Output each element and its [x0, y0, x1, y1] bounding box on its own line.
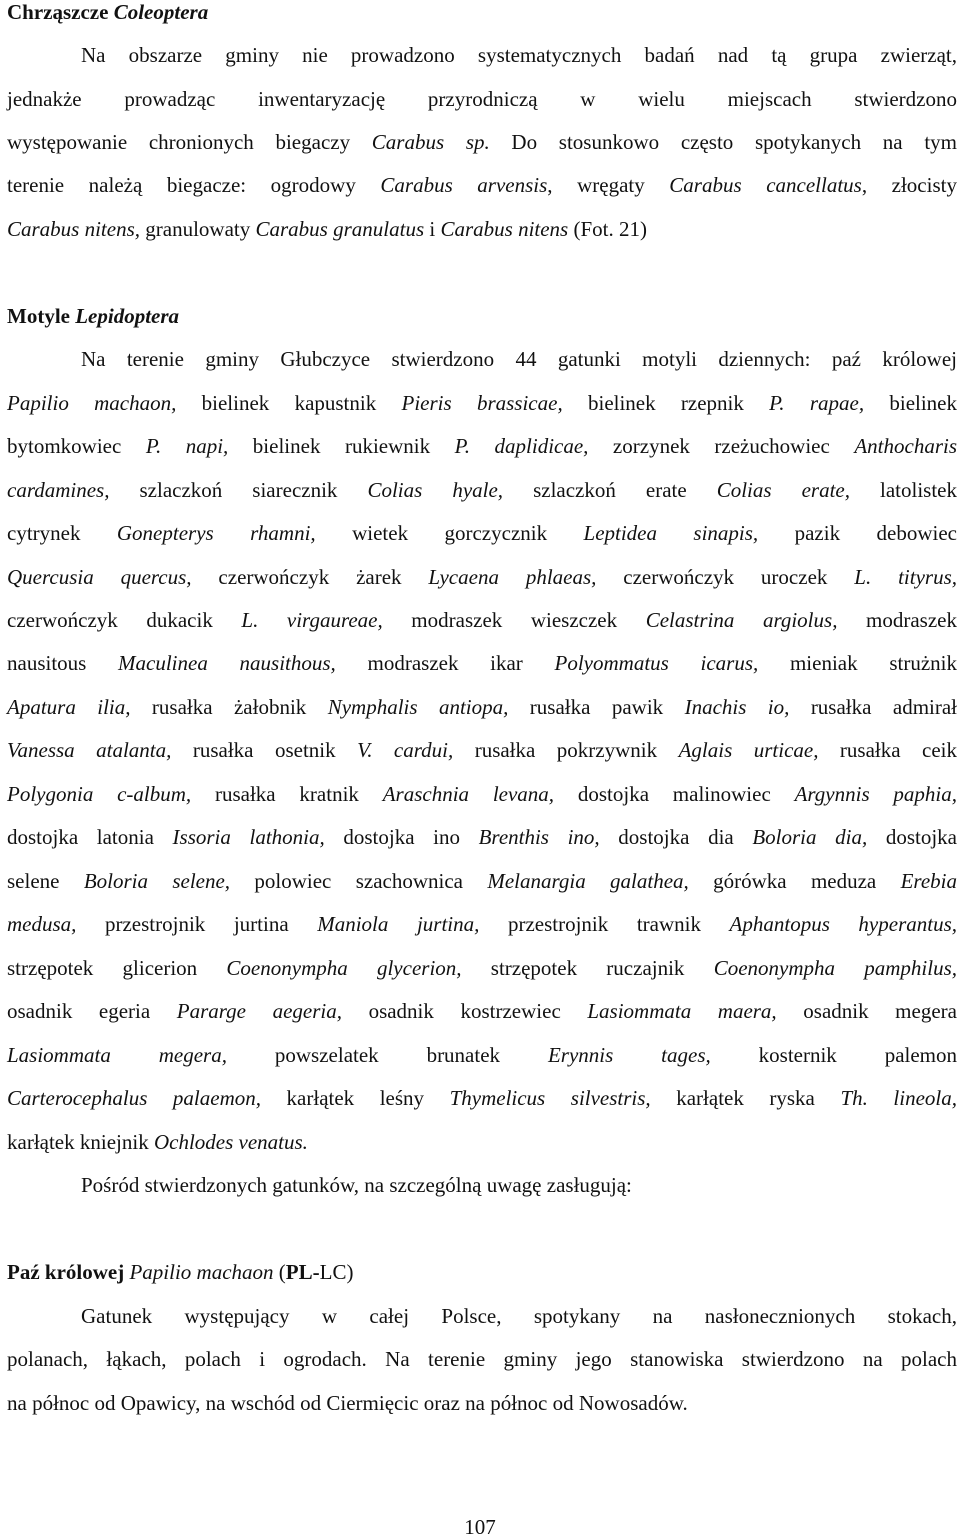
text-run: szlaczkoń erate	[503, 478, 717, 502]
text-run: latolistek	[850, 478, 958, 502]
latin-name: Carabus sp.	[371, 130, 490, 154]
text-run: szlaczkoń siarecznik	[109, 478, 368, 502]
text-run: strzępotek ruczajnik	[461, 956, 714, 980]
text-run: modraszek ikar	[335, 651, 555, 675]
paragraph-line	[7, 868, 957, 894]
paragraph-line	[7, 911, 957, 937]
latin-name: Lasiommata maera,	[587, 999, 777, 1023]
text-run: czerwończyk uroczek	[596, 565, 855, 589]
paragraph-line	[7, 694, 957, 720]
text-run: górówka meduza	[688, 869, 901, 893]
text-run: karłątek kniejnik	[7, 1130, 154, 1154]
latin-name: Apatura ilia,	[7, 695, 131, 719]
latin-name: Th. lineola,	[840, 1086, 957, 1110]
text-run: , wręgaty	[547, 173, 670, 197]
paragraph-line	[7, 607, 957, 633]
text-run: modraszek	[837, 608, 957, 632]
latin-name: Carabus cancellatus	[669, 173, 862, 197]
latin-name: V. cardui,	[357, 738, 454, 762]
latin-name: Araschnia levana,	[382, 782, 555, 806]
text-run: i	[424, 217, 441, 241]
text-run: osadnik kostrzewiec	[341, 999, 588, 1023]
text-run: karłątek leśny	[261, 1086, 450, 1110]
text-run: , złocisty	[861, 173, 957, 197]
latin-name: P. daplidicae,	[454, 434, 589, 458]
text-run: rusałka kratnik	[191, 782, 383, 806]
latin-name: Carabus granulatus	[255, 217, 425, 241]
latin-name: Nymphalis antiopa,	[327, 695, 509, 719]
text-run: przestrojnik jurtina	[76, 912, 318, 936]
text-run: nausitous	[7, 651, 119, 675]
text-run: Gatunek występujący w całej Polsce, spotykany na nasłonecznionych stokach,	[81, 1304, 957, 1328]
page-number: 107	[464, 1515, 496, 1539]
paragraph-line	[7, 824, 957, 850]
latin-name: Lycaena phlaeas,	[428, 565, 597, 589]
text-run: czerwończyk dukacik	[7, 608, 242, 632]
latin-name: Polygonia c-album,	[7, 782, 192, 806]
paragraph-line	[7, 1042, 957, 1068]
paragraph-line	[7, 346, 957, 372]
latin-name: Issoria lathonia,	[172, 825, 325, 849]
text-run: występowanie chronionych biegaczy	[7, 130, 372, 154]
paragraph-line	[7, 520, 957, 546]
text-run: mieniak strużnik	[758, 651, 957, 675]
paragraph-line	[7, 955, 957, 981]
latin-name: Gonepterys rhamni,	[116, 521, 316, 545]
paragraph-line	[7, 390, 957, 416]
latin-name: Boloria dia,	[752, 825, 868, 849]
paragraph-line	[7, 1346, 957, 1372]
text-run: wietek gorczycznik	[315, 521, 584, 545]
heading-latin: Papilio machaon	[129, 1260, 274, 1284]
paragraph-line	[7, 564, 957, 590]
heading-latin: Lepidoptera	[75, 304, 180, 328]
latin-name: Maculinea nausithous,	[118, 651, 336, 675]
latin-name: Vanessa atalanta,	[7, 738, 172, 762]
latin-name: Pararge aegeria,	[176, 999, 342, 1023]
latin-name: Lasiommata megera,	[7, 1043, 227, 1067]
latin-name: Inachis io,	[684, 695, 790, 719]
latin-name: Quercusia quercus,	[7, 565, 192, 589]
latin-name: Coenonympha pamphilus,	[713, 956, 957, 980]
latin-name: Argynnis paphia,	[794, 782, 958, 806]
latin-name: Erebia	[900, 869, 957, 893]
heading-latin: Coleoptera	[113, 0, 209, 24]
latin-name: L. tityrus,	[854, 565, 958, 589]
text-run: Na obszarze gminy nie prowadzono systematycznych badań nad tą grupa zwierząt,	[81, 43, 957, 67]
paragraph-line	[7, 650, 957, 676]
text-run: bielinek rukiewnik	[228, 434, 455, 458]
text-run: na północ od Opawicy, na wschód od Ciermięcic oraz na północ od Nowosadów.	[7, 1391, 688, 1415]
paragraph-line	[7, 1303, 957, 1329]
text-run: (Fot. 21)	[568, 217, 647, 241]
text-run: strzępotek glicerion	[7, 956, 227, 980]
latin-name: Colias hyale,	[367, 478, 504, 502]
heading-polish: Paź królowej	[7, 1260, 125, 1284]
paragraph-line	[7, 172, 957, 198]
text-run: czerwończyk żarek	[191, 565, 429, 589]
heading-polish: Chrząszcze	[7, 0, 109, 24]
text-run: kosternik palemon	[710, 1043, 958, 1067]
latin-name: Aphantopus hyperantus,	[729, 912, 957, 936]
text-run: jednakże prowadząc inwentaryzację przyrodniczą w wielu miejscach stwierdzono	[7, 87, 957, 111]
text-run: dostojka dia	[599, 825, 753, 849]
latin-name: Papilio machaon,	[7, 391, 177, 415]
text-run: Pośród stwierdzonych gatunków, na szczególną uwagę zasługują:	[81, 1173, 632, 1197]
section-heading-coleoptera	[7, 0, 957, 25]
latin-name: Ochlodes venatus.	[153, 1130, 308, 1154]
latin-name: Pieris brassicae,	[401, 391, 563, 415]
text-run: rusałka osetnik	[171, 738, 358, 762]
latin-name: L. virgaureae,	[241, 608, 383, 632]
paragraph-line	[7, 1129, 957, 1155]
latin-name: Melanargia galathea,	[487, 869, 689, 893]
text-run: zorzynek rzeżuchowiec	[588, 434, 855, 458]
latin-name: Anthocharis	[854, 434, 958, 458]
latin-name: Leptidea sinapis,	[583, 521, 759, 545]
text-run: modraszek wieszczek	[382, 608, 646, 632]
text-run: karłątek ryska	[650, 1086, 841, 1110]
latin-name: Carterocephalus palaemon,	[7, 1086, 261, 1110]
latin-name: P. rapae,	[769, 391, 865, 415]
paragraph-line	[7, 998, 957, 1024]
latin-name: Polyommatus icarus,	[554, 651, 759, 675]
paragraph-line	[7, 433, 957, 459]
paragraph-line	[7, 1172, 957, 1198]
latin-name: Erynnis tages,	[547, 1043, 711, 1067]
latin-name: Thymelicus silvestris,	[449, 1086, 651, 1110]
paragraph-line	[7, 477, 957, 503]
paragraph-line	[7, 86, 957, 112]
text-run: rusałka ceik	[818, 738, 958, 762]
section-heading-lepidoptera	[7, 303, 957, 329]
heading-status: (PL-LC)	[278, 1260, 354, 1284]
text-run: rusałka admirał	[789, 695, 958, 719]
text-run: dostojka malinowiec	[554, 782, 795, 806]
latin-name: Colias erate,	[716, 478, 850, 502]
paragraph-line	[7, 781, 957, 807]
text-run: selene	[7, 869, 84, 893]
text-run: polanach, łąkach, polach i ogrodach. Na terenie gminy jego stanowiska stwierdzono na polach	[7, 1347, 957, 1371]
text-run: powszelatek brunatek	[226, 1043, 548, 1067]
heading-polish: Motyle	[7, 304, 70, 328]
text-run: terenie należą biegacze: ogrodowy	[7, 173, 381, 197]
text-run: bielinek rzepnik	[562, 391, 770, 415]
text-run: dostojka latonia	[7, 825, 173, 849]
paragraph-line	[7, 42, 957, 68]
text-run: rusałka pokrzywnik	[453, 738, 679, 762]
text-run: Do stosunkowo często spotykanych na tym	[489, 130, 957, 154]
text-run: bielinek	[864, 391, 958, 415]
latin-name: Carabus arvensis	[380, 173, 548, 197]
latin-name: Boloria selene,	[83, 869, 231, 893]
latin-name: cardamines,	[7, 478, 110, 502]
latin-name: Brenthis ino,	[478, 825, 600, 849]
latin-name: Carabus nitens	[440, 217, 569, 241]
latin-name: medusa,	[7, 912, 77, 936]
latin-name: P. napi,	[145, 434, 229, 458]
text-run: osadnik egeria	[7, 999, 177, 1023]
paragraph-line	[7, 129, 957, 155]
text-run: osadnik megera	[776, 999, 957, 1023]
latin-name: Celastrina argiolus,	[645, 608, 838, 632]
text-run: cytrynek	[7, 521, 117, 545]
latin-name: Maniola jurtina,	[317, 912, 480, 936]
text-run: polowiec szachownica	[230, 869, 488, 893]
section-heading-papilio	[7, 1259, 957, 1285]
text-run: pazik debowiec	[758, 521, 957, 545]
text-run: Na terenie gminy Głubczyce stwierdzono 44 gatunki motyli dziennych: paź królowej	[81, 347, 957, 371]
latin-name: Coenonympha glycerion,	[226, 956, 462, 980]
text-run: przestrojnik trawnik	[479, 912, 730, 936]
latin-name: Aglais urticae,	[678, 738, 819, 762]
text-run: rusałka pawik	[508, 695, 685, 719]
text-run: granulowaty	[140, 217, 256, 241]
text-run: rusałka żałobnik	[130, 695, 328, 719]
text-run: bielinek kapustnik	[176, 391, 402, 415]
paragraph-line	[7, 216, 957, 242]
latin-name: Carabus nitens,	[7, 217, 141, 241]
text-run: bytomkowiec	[7, 434, 146, 458]
paragraph-line	[7, 1390, 957, 1416]
text-run: dostojka ino	[324, 825, 479, 849]
text-run: dostojka	[867, 825, 957, 849]
paragraph-line	[7, 1085, 957, 1111]
paragraph-line	[7, 737, 957, 763]
